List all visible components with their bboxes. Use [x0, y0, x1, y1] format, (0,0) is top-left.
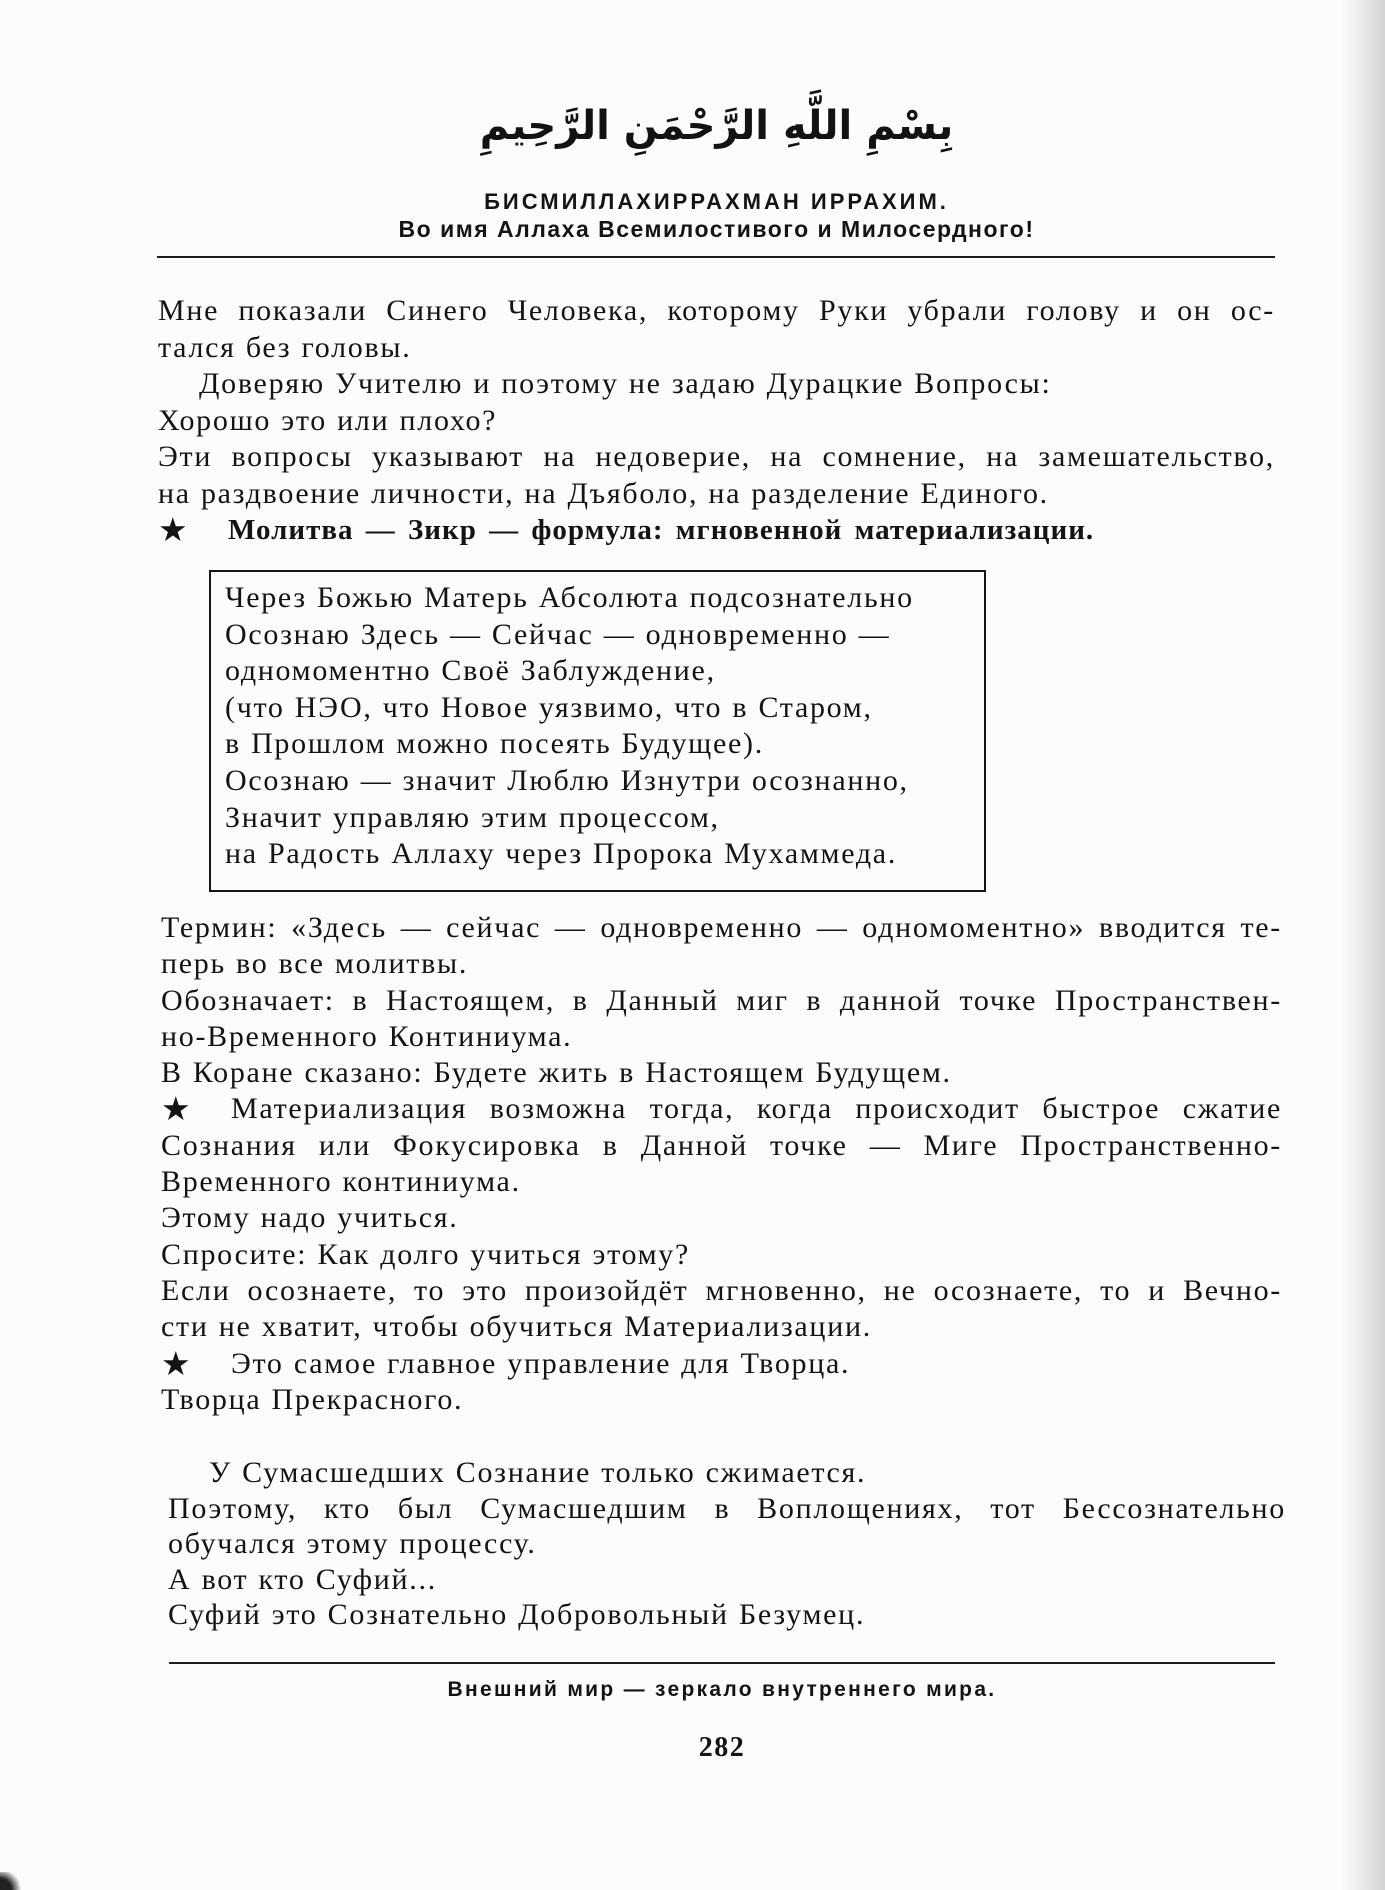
footer-divider — [169, 1662, 1275, 1664]
prayer-line: одномоментно Своё Заблуждение, — [225, 654, 716, 688]
page-number: 282 — [698, 1732, 746, 1763]
header-divider — [157, 256, 1275, 258]
text-line: Сознания или Фокусировка в Данной точке — Миге Пространственно- — [161, 1128, 1282, 1162]
prayer-heading: Молитва — Зикр — формула: мгновенной материализации. — [228, 514, 1095, 546]
text-line: Поэтому, кто был Сумасшедшим в Воплощениях, тот Бессознательно — [168, 1491, 1286, 1525]
prayer-line: Через Божью Матерь Абсолюта подсознательно — [225, 581, 914, 614]
text-line: Временного континиума. — [161, 1165, 521, 1199]
text-line: А вот кто Суфий... — [168, 1562, 437, 1596]
prayer-line: (что НЭО, что Новое уязвимо, что в Старом, — [225, 690, 873, 724]
text-line: обучался этому процессу. — [168, 1527, 537, 1561]
body-section-2 — [161, 910, 1282, 1418]
prayer-line: Осознаю — значит Люблю Изнутри осознанно, — [225, 763, 909, 797]
starred-line-text: Это самое главное управление для Творца. — [231, 1346, 851, 1380]
text-line: Спросите: Как долго учиться этому? — [161, 1237, 691, 1271]
text-line: Эти вопросы указывают на недоверие, на сомнение, на замешательство, — [158, 440, 1275, 473]
prayer-box — [209, 570, 986, 892]
star-icon: ★ — [161, 1089, 191, 1129]
text-line: Термин: «Здесь — сейчас — одновременно — одномоментно» вводится те- — [161, 911, 1282, 944]
header-subtitle: Во имя Аллаха Всемилостивого и Милосердного! — [398, 216, 1035, 242]
starred-line — [161, 1343, 1282, 1383]
text-line: Этому надо учиться. — [161, 1201, 459, 1235]
text-line: В Коране сказано: Будете жить в Настоящем Будущем. — [161, 1056, 952, 1090]
text-line: У Сумасшедших Сознание только сжимается. — [209, 1456, 867, 1489]
text-line: тался без головы. — [158, 330, 412, 364]
prayer-line: Осознаю Здесь — Сейчас — одновременно — — [225, 617, 891, 651]
text-line: Если осознаете, то это произойдёт мгновенно, не осознаете, то и Вечно- — [161, 1273, 1282, 1307]
text-line: сти не хватит, чтобы обучиться Материализации. — [161, 1310, 872, 1344]
text-line: Мне показали Синего Человека, которому Руки убрали голову и он ос- — [158, 294, 1275, 327]
body-section-3 — [168, 1455, 1286, 1633]
scan-mark — [0, 1872, 22, 1890]
body-section-1 — [158, 293, 1275, 549]
footer-motto: Внешний мир — зеркало внутреннего мира. — [447, 1678, 997, 1701]
star-icon: ★ — [161, 1343, 191, 1383]
starred-heading — [158, 512, 1275, 549]
star-icon: ★ — [158, 510, 188, 549]
text-line: перь во все молитвы. — [161, 947, 469, 981]
bismillah-calligraphy: بِسْمِ اللَّهِ الرَّحْمَنِ الرَّحِيمِ — [479, 103, 954, 149]
text-line: Обозначает: в Настоящем, в Данный миг в данной точке Пространствен- — [161, 983, 1282, 1017]
text-line: на раздвоение личности, на Дъяболо, на разделение Единого. — [158, 476, 1049, 510]
header-title: БИСМИЛЛАХИРРАХМАН ИРРАХИМ. — [484, 189, 949, 214]
prayer-line: Значит управляю этим процессом, — [225, 800, 720, 834]
starred-line-text: Материализация возможна тогда, когда происходит быстрое сжатие — [231, 1092, 1282, 1126]
text-line: Творца Прекрасного. — [161, 1382, 464, 1416]
prayer-line: на Радость Аллаху через Пророка Мухаммеда. — [225, 837, 898, 871]
text-line: Суфий это Сознательно Добровольный Безумец. — [168, 1598, 866, 1632]
text-line: но-Временного Континиума. — [161, 1019, 573, 1053]
prayer-line: в Прошлом можно посеять Будущее). — [225, 727, 764, 761]
text-line: Хорошо это или плохо? — [158, 403, 498, 437]
page-edge-shadow — [1341, 0, 1385, 1890]
starred-line — [161, 1091, 1282, 1127]
text-line: Доверяю Учителю и поэтому не задаю Дурацкие Вопросы: — [199, 367, 1052, 400]
